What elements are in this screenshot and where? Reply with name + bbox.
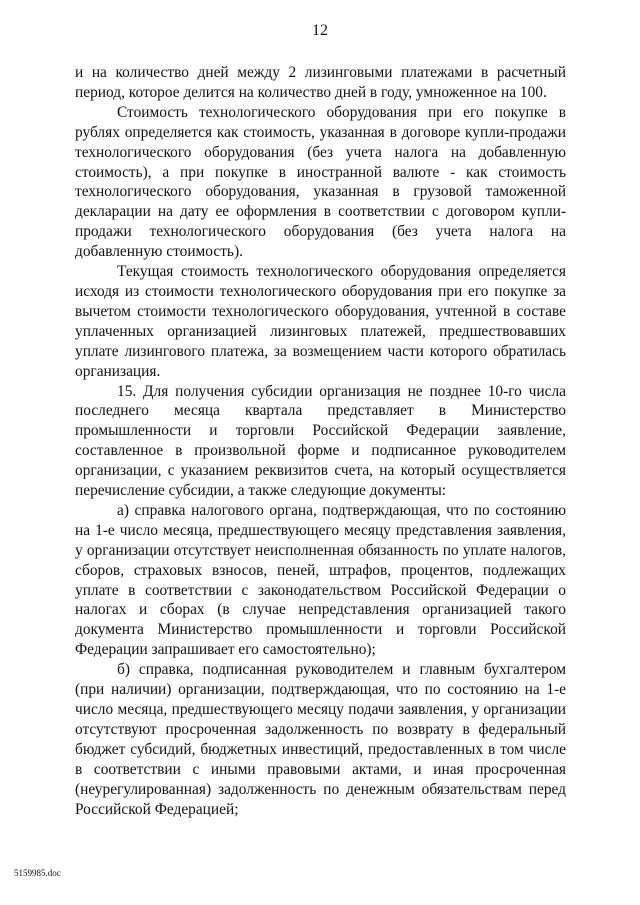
document-body [75,63,566,819]
paragraph-continuation: и на количество дней между 2 лизинговыми платежами в расчетный период, которое делится на количество дней в году, умноженное на 100. [75,64,566,101]
footer-filename: 5159985.doc [14,868,61,878]
page-number: 12 [312,22,328,39]
paragraph-clause-15: 15. Для получения субсидии организация не позднее 10-го числа последнего месяца квартала представляет в Министерство промышленности и торговли Российской Федерации заявление, составленное в произвольной форме и подписанное руководителем организации, с указанием реквизитов счета, на который осуществляется перечисление субсидии, а также следующие документы: [75,382,566,500]
paragraph-item-b: б) справка, подписанная руководителем и главным бухгалтером (при наличии) организации, подтверждающая, что по состоянию на 1-е число месяца, предшествующего месяцу подачи заявления, у организации отсутствуют просроченная задолженность по возврату в федеральный бюджет субсидий, бюджетных инвестиций, предоставленных в том числе в соответствии с иными правовыми актами, и иная просроченная (неурегулированная) задолженность по денежным обязательствам перед Российской Федерацией; [75,661,566,818]
paragraph-equipment-cost: Стоимость технологического оборудования при его покупке в рублях определяется как стоимость, указанная в договоре купли-продажи технологического оборудования (без учета налога на добавленную стоимость), а при покупке в иностранной валюте - как стоимость технологического оборудования, указанная в грузовой таможенной декларации на дату ее оформления в соответствии с договором купли-продажи технологического оборудования (без учета налога на добавленную стоимость). [75,103,566,261]
paragraph-current-cost: Текущая стоимость технологического оборудования определяется исходя из стоимости технологического оборудования при его покупке за вычетом стоимости технологического оборудования, учтенной в составе уплаченных организацией лизинговых платежей, предшествовавших уплате лизингового платежа, за возмещением части которого обратилась организация. [75,263,566,380]
paragraph-item-a: а) справка налогового органа, подтверждающая, что по состоянию на 1-е число месяца, предшествующего месяцу представления заявления, у организации отсутствует неисполненная обязанность по уплате налогов, сборов, страховых взносов, пеней, штрафов, процентов, подлежащих уплате в соответствии с законодательством Российской Федерации о налогах и сборах (в случае непредставления организацией такого документа Министерство промышленности и торговли Российской Федерации запрашивает его самостоятельно); [75,501,566,659]
